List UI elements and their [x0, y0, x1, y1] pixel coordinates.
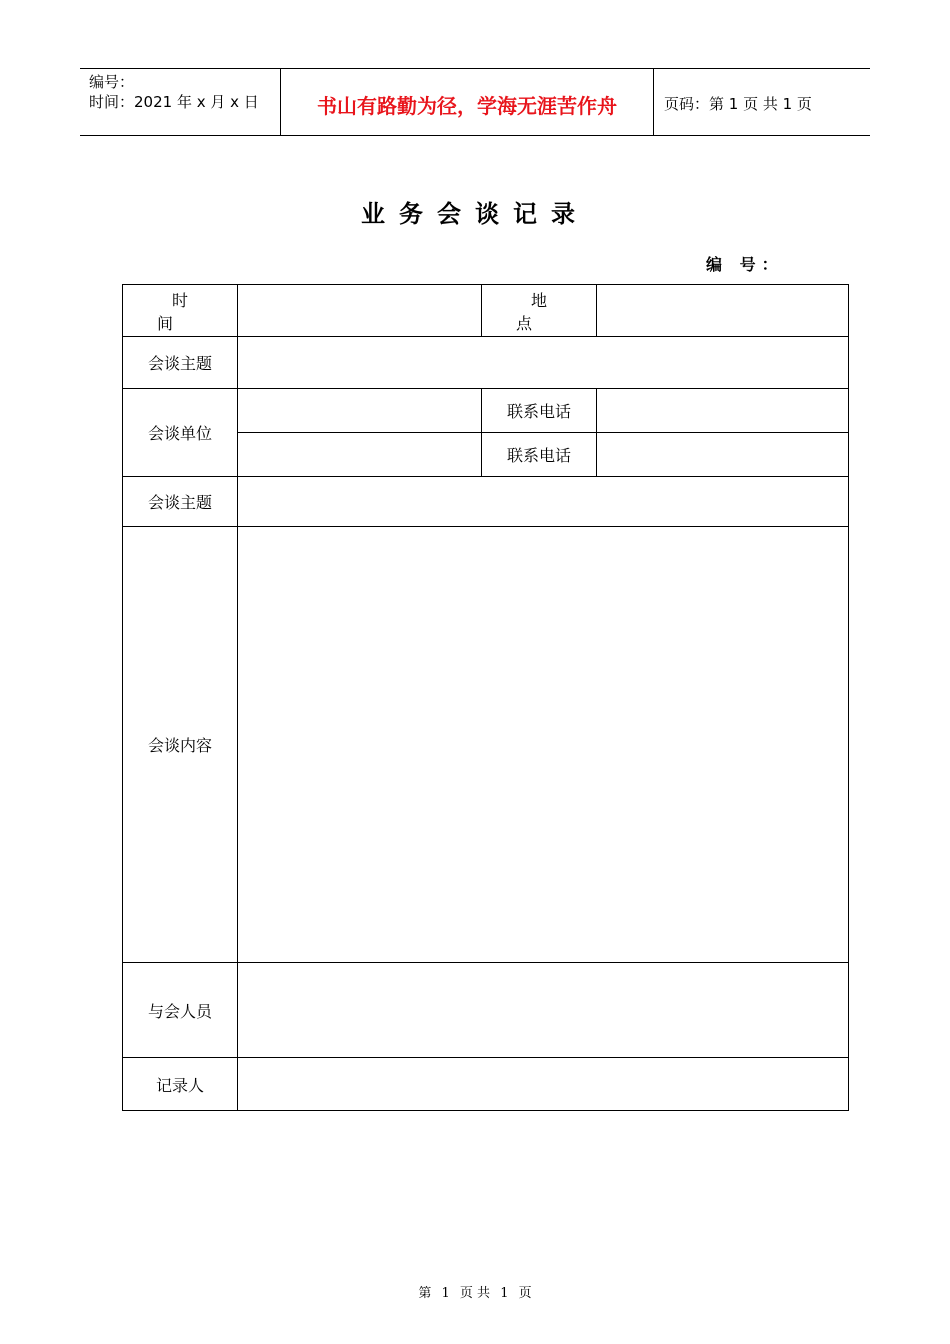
phone-label-1: 联系电话 [482, 389, 597, 433]
content-field[interactable] [238, 527, 849, 963]
header-meta [80, 69, 281, 135]
content-label: 会谈内容 [123, 527, 238, 963]
header-motto: 书山有路勤为径，学海无涯苦作舟 [281, 69, 654, 135]
page-footer [0, 1282, 950, 1301]
time-field[interactable] [238, 285, 482, 337]
unit-field-2[interactable] [238, 433, 482, 477]
phone-field-1[interactable] [597, 389, 849, 433]
phone-label-2: 联系电话 [482, 433, 597, 477]
topic-label-2: 会谈主题 [123, 477, 238, 527]
unit-field-1[interactable] [238, 389, 482, 433]
document-number [706, 252, 784, 275]
attendees-label: 与会人员 [123, 963, 238, 1058]
topic-label: 会谈主题 [123, 337, 238, 389]
meeting-record-form [122, 284, 849, 1111]
footer-page-prefix: 第 [418, 1286, 432, 1301]
document-number-label: 编 号： [706, 255, 784, 274]
phone-field-2[interactable] [597, 433, 849, 477]
footer-page-num: 1 [441, 1286, 450, 1301]
unit-label: 会谈单位 [123, 389, 238, 477]
header-number-label: 编号： [89, 73, 135, 91]
topic-field[interactable] [238, 337, 849, 389]
header-date-label: 时间：2021 年 x 月 x 日 [89, 93, 259, 111]
document-title: 业务会谈记录 [361, 200, 589, 228]
header-page-info: 页码：第 1 页 共 1 页 [664, 95, 812, 113]
footer-page-suffix: 页 [518, 1286, 532, 1301]
place-field[interactable] [597, 285, 849, 337]
page-header [80, 68, 870, 136]
time-label: 时间 [123, 285, 238, 337]
topic-field-2[interactable] [238, 477, 849, 527]
attendees-field[interactable] [238, 963, 849, 1058]
footer-page-total: 1 [500, 1286, 509, 1301]
place-label: 地点 [482, 285, 597, 337]
recorder-field[interactable] [238, 1058, 849, 1111]
recorder-label: 记录人 [123, 1058, 238, 1111]
footer-page-mid: 页 共 [459, 1286, 491, 1301]
